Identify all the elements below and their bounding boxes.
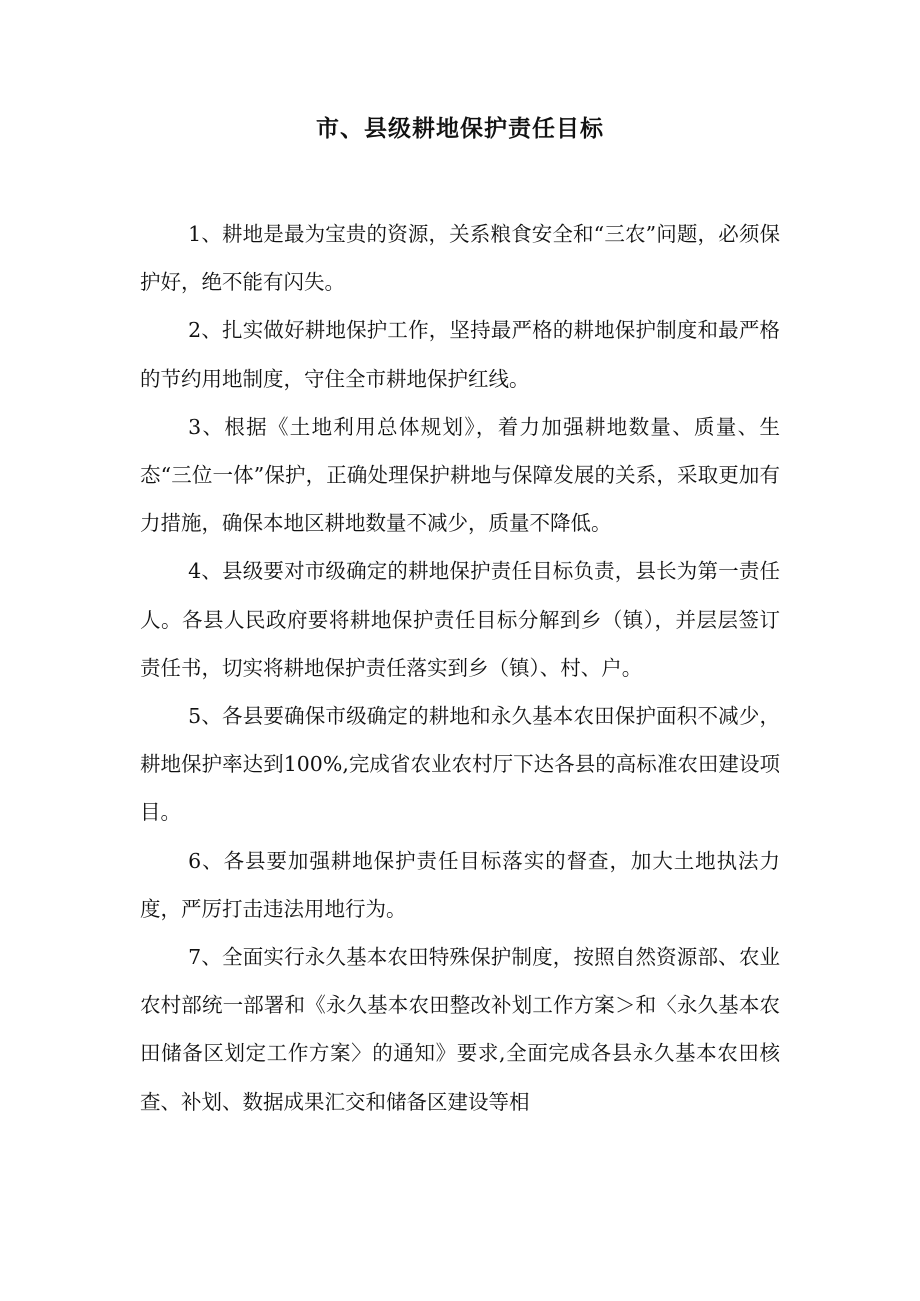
document-body bbox=[140, 210, 780, 1126]
paragraph-6: 6、各县要加强耕地保护责任目标落实的督查，加大土地执法力度，严厉打击违法用地行为。 bbox=[140, 848, 780, 921]
paragraph-7: 7、全面实行永久基本农田特殊保护制度，按照自然资源部、农业农村部统一部署和《永久基本农田整改补划工作方案＞和〈永久基本农田储备区划定工作方案〉的通知》要求,全面完成各县永久基本农田核查、补划、数据成果汇交和储备区建设等相 bbox=[140, 945, 780, 1114]
paragraph-3: 3、根据《土地利用总体规划》，着力加强耕地数量、质量、生态“三位一体”保护，正确处理保护耕地与保障发展的关系，采取更加有力措施，确保本地区耕地数量不减少，质量不降低。 bbox=[140, 414, 780, 536]
paragraph-4: 4、县级要对市级确定的耕地保护责任目标负责，县长为第一责任人。各县人民政府要将耕地保护责任目标分解到乡（镇），并层层签订责任书，切实将耕地保护责任落实到乡（镇）、村、户。 bbox=[140, 559, 780, 680]
paragraph-2: 2、扎实做好耕地保护工作，坚持最严格的耕地保护制度和最严格的节约用地制度，守住全市耕地保护红线。 bbox=[140, 318, 780, 391]
document-title: 市、县级耕地保护责任目标 bbox=[316, 116, 604, 142]
paragraph-5: 5、各县要确保市级确定的耕地和永久基本农田保护面积不减少，耕地保护率达到100%,完成省农业农村厅下达各县的高标准农田建设项目。 bbox=[140, 704, 780, 825]
paragraph-1: 1、耕地是最为宝贵的资源，关系粮食安全和“三农”问题，必须保护好，绝不能有闪失。 bbox=[140, 222, 780, 295]
